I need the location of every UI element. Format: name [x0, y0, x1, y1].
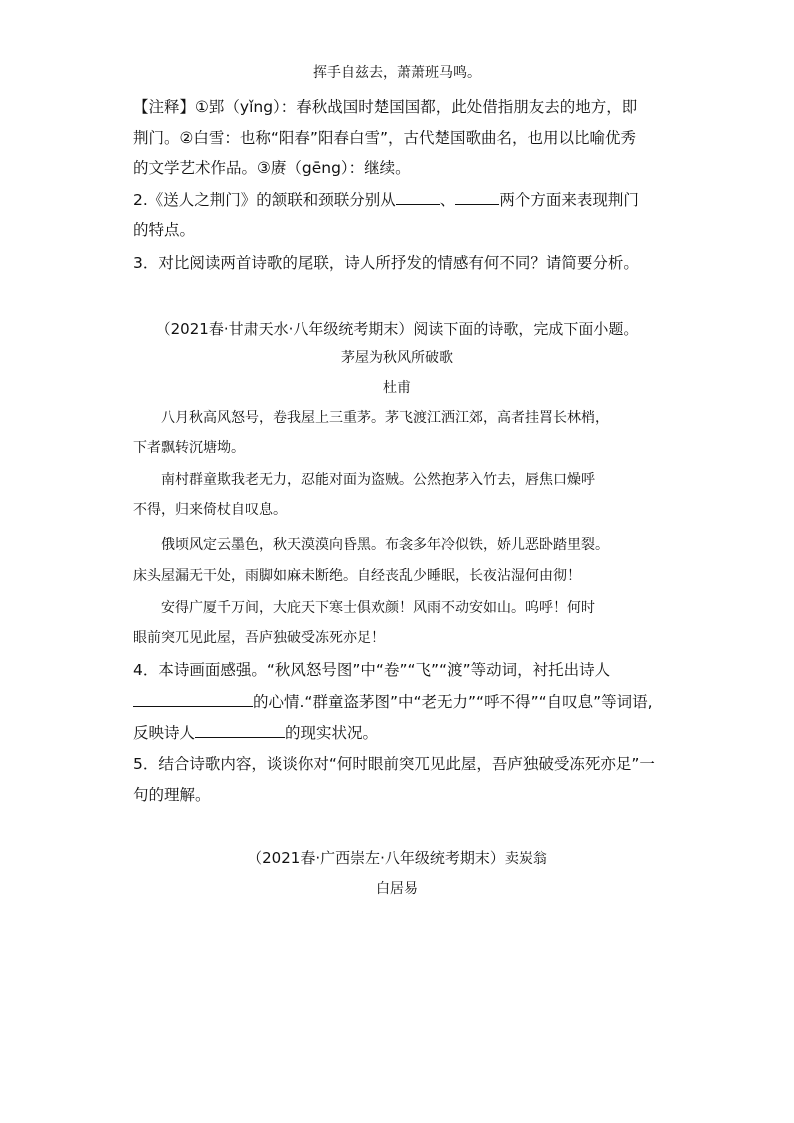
section-2-header: （2021春·甘肃天水·八年级统考期末）阅读下面的诗歌，完成下面小题。	[155, 320, 639, 338]
poem-stanza-4-line-2: 眼前突兀见此屋，吾庐独破受冻死亦足！	[133, 630, 385, 646]
poem-title: 茅屋为秋风所破歌	[341, 350, 453, 366]
question-4-line-1: 4．本诗画面感强。“秋风怒号图”中“卷”“飞”“渡”等动词，衬托出诗人	[133, 661, 611, 679]
question-4-text-d: 的现实状况。	[285, 724, 379, 742]
poem-author: 杜甫	[383, 380, 411, 396]
poem1-last-line: 挥手自兹去，萧萧班马鸣。	[313, 65, 481, 81]
poem-stanza-3-line-1: 俄顷风定云墨色，秋天漠漠向昏黑。布衾多年冷似铁，娇儿恶卧踏里裂。	[161, 537, 609, 553]
question-2-sep: 、	[439, 191, 456, 209]
poem-stanza-2-line-2: 不得，归来倚杖自叹息。	[133, 502, 287, 518]
poem-stanza-4-line-1: 安得广厦千万间，大庇天下寒士俱欢颜！风雨不动安如山。呜呼！何时	[161, 600, 595, 616]
question-3: 3．对比阅读两首诗歌的尾联，诗人所抒发的情感有何不同？请简要分析。	[133, 254, 639, 272]
question-4-line-3	[133, 722, 378, 743]
question-4-text-b: 的心情.“群童盗茅图”中“老无力”“呼不得”“自叹息”等词语,	[253, 693, 653, 711]
answer-blank	[396, 189, 440, 205]
poem-stanza-1-line-2: 下者飘转沉塘坳。	[133, 440, 245, 456]
annotation-line-1: 【注释】①郢（yǐng）：春秋战国时楚国国都，此处借指朋友去的地方，即	[133, 98, 638, 116]
section-3-source: （2021春·广西崇左·八年级统考期末）	[247, 849, 505, 867]
question-5-line-1: 5．结合诗歌内容，谈谈你对“何时眼前突兀见此屋，吾庐独破受冻死亦足”一	[133, 755, 655, 773]
annotation-line-2: 荆门。②白雪：也称“阳春”阳春白雪”，古代楚国歌曲名，也用以比喻优秀	[133, 129, 636, 147]
answer-blank	[195, 722, 285, 738]
section-3-author: 白居易	[376, 881, 418, 897]
annotation-line-3: 的文学艺术作品。③赓（gēng）：继续。	[133, 159, 411, 177]
poem-stanza-3-line-2: 床头屋漏无干处，雨脚如麻未断绝。自经丧乱少睡眠，长夜沾湿何由彻！	[133, 568, 581, 584]
answer-blank	[455, 189, 499, 205]
answer-blank	[133, 691, 253, 707]
question-2-line-1	[133, 189, 639, 210]
section-3-header	[0, 847, 794, 868]
question-5-line-2: 句的理解。	[133, 786, 211, 804]
question-2-text-a: 2.《送人之荆门》的颔联和颈联分别从	[133, 191, 396, 209]
poem-stanza-1-line-1: 八月秋高风怒号，卷我屋上三重茅。茅飞渡江洒江郊，高者挂罥长林梢，	[161, 410, 609, 426]
question-4-line-2	[133, 691, 653, 712]
question-2-line-2: 的特点。	[133, 221, 196, 239]
question-2-text-b: 两个方面来表现荆门	[499, 191, 639, 209]
poem-stanza-2-line-1: 南村群童欺我老无力，忍能对面为盗贼。公然抱茅入竹去，唇焦口燥呼	[161, 472, 595, 488]
section-3-title: 卖炭翁	[504, 851, 547, 867]
question-4-text-c: 反映诗人	[133, 724, 196, 742]
